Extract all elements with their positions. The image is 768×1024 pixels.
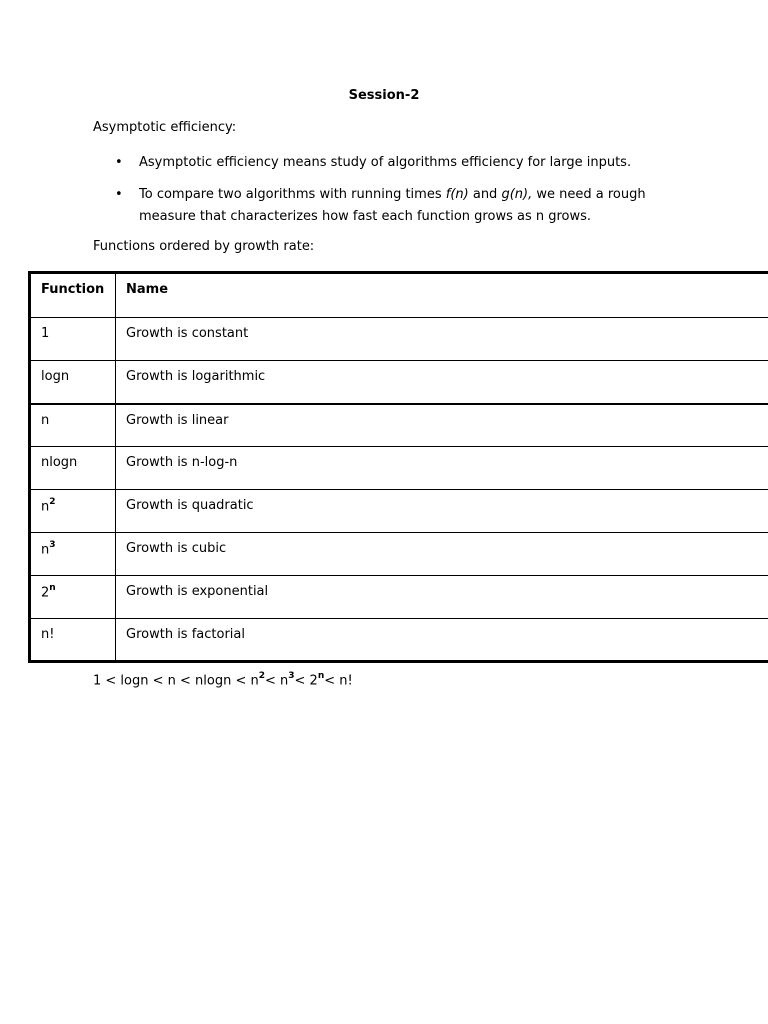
growth-name-cell: Growth is cubic bbox=[116, 533, 768, 576]
growth-rate-table bbox=[28, 271, 768, 663]
bullet-text: Asymptotic efficiency means study of algorithms efficiency for large inputs. bbox=[139, 155, 632, 170]
growth-order-line bbox=[93, 672, 353, 688]
growth-name-cell: Growth is exponential bbox=[116, 576, 768, 619]
table-row bbox=[30, 404, 768, 447]
table-row bbox=[30, 318, 768, 361]
header-name: Name bbox=[116, 273, 768, 318]
order-exponent: 3 bbox=[288, 671, 295, 681]
bullet-text-part: To compare two algorithms with running times bbox=[139, 187, 446, 202]
growth-name-cell: Growth is factorial bbox=[116, 619, 768, 662]
order-part: 1 < logn < n < nlogn < n bbox=[93, 673, 259, 689]
function-cell bbox=[30, 404, 116, 447]
order-exponent: n bbox=[317, 671, 325, 681]
function-base: n bbox=[41, 499, 50, 515]
growth-name-cell: Growth is quadratic bbox=[116, 490, 768, 533]
bullet-text-part: we need a rough measure that characterizes how fast each function grows as n grows. bbox=[139, 187, 646, 224]
function-exponent: 3 bbox=[49, 540, 56, 550]
bullet-item-1 bbox=[93, 152, 653, 174]
table-row bbox=[30, 576, 768, 619]
table-row bbox=[30, 447, 768, 490]
table-row bbox=[30, 361, 768, 404]
growth-name-cell: Growth is n-log-n bbox=[116, 447, 768, 490]
function-exponent: n bbox=[49, 583, 56, 593]
function-base: n bbox=[41, 412, 50, 428]
bullet-text-part: and bbox=[468, 187, 502, 202]
order-part: < n! bbox=[324, 673, 353, 689]
bullet-icon: • bbox=[115, 187, 123, 202]
table-header-row bbox=[30, 273, 768, 318]
function-base: 2 bbox=[41, 585, 50, 601]
function-cell bbox=[30, 490, 116, 533]
function-base: nlogn bbox=[41, 455, 78, 470]
function-cell bbox=[30, 576, 116, 619]
function-cell bbox=[30, 318, 116, 361]
order-part: < n bbox=[265, 673, 289, 689]
function-base: logn bbox=[41, 369, 70, 384]
table-row bbox=[30, 619, 768, 662]
order-exponent: 2 bbox=[258, 671, 265, 681]
function-base: 1 bbox=[41, 326, 50, 341]
function-base: n! bbox=[41, 627, 55, 642]
page-title: Session-2 bbox=[348, 88, 420, 103]
function-cell bbox=[30, 361, 116, 404]
bullet-list bbox=[93, 152, 653, 238]
formula-f: f(n) bbox=[445, 187, 469, 202]
function-cell bbox=[30, 447, 116, 490]
section-heading: Asymptotic efficiency: bbox=[93, 120, 237, 135]
bullet-icon: • bbox=[115, 155, 123, 170]
growth-name-cell: Growth is linear bbox=[116, 404, 768, 447]
table-row bbox=[30, 533, 768, 576]
table-caption: Functions ordered by growth rate: bbox=[93, 239, 315, 254]
order-part: < 2 bbox=[294, 673, 318, 689]
function-exponent: 2 bbox=[49, 497, 56, 507]
function-cell bbox=[30, 533, 116, 576]
function-cell bbox=[30, 619, 116, 662]
bullet-item-2 bbox=[93, 184, 653, 228]
formula-g: g(n), bbox=[501, 187, 533, 202]
header-function: Function bbox=[30, 273, 116, 318]
growth-name-cell: Growth is constant bbox=[116, 318, 768, 361]
growth-name-cell: Growth is logarithmic bbox=[116, 361, 768, 404]
table-row bbox=[30, 490, 768, 533]
function-base: n bbox=[41, 542, 50, 558]
